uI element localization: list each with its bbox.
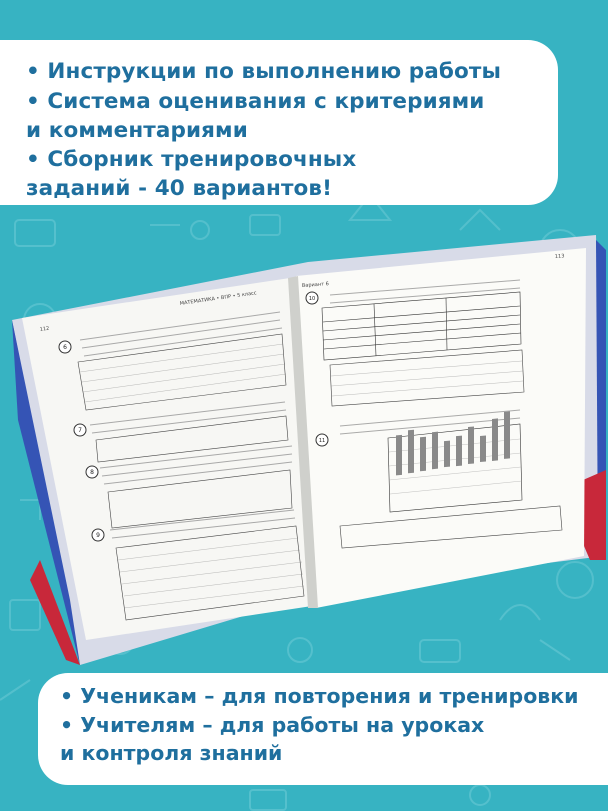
task-number-10: 10: [308, 296, 316, 302]
info-line-students: • Ученикам – для повторения и тренировки: [60, 684, 579, 708]
info-line-teachers: • Учителям – для работы на уроках: [60, 713, 485, 737]
task-number-9: 9: [96, 532, 100, 539]
info-line-instructions: • Инструкции по выполнению работы: [26, 59, 501, 84]
left-page-number: 112: [39, 325, 50, 333]
info-line-variants: заданий - 40 вариантов!: [26, 176, 333, 201]
left-header: МАТЕМАТИКА • ВПР • 5 класс: [179, 290, 257, 307]
bottom-info-card: [38, 673, 608, 785]
right-header: Вариант 6: [301, 281, 330, 289]
info-line-comments: и комментариями: [26, 118, 248, 143]
task-number-8: 8: [90, 469, 94, 476]
task-number-7: 7: [78, 427, 82, 434]
info-line-grading: • Система оценивания с критериями: [26, 89, 485, 114]
info-line-control: и контроля знаний: [60, 741, 283, 765]
right-page-number: 113: [554, 253, 565, 260]
info-line-collection: • Сборник тренировочных: [26, 147, 357, 172]
task-number-6: 6: [63, 344, 67, 351]
task-number-11: 11: [318, 438, 326, 444]
